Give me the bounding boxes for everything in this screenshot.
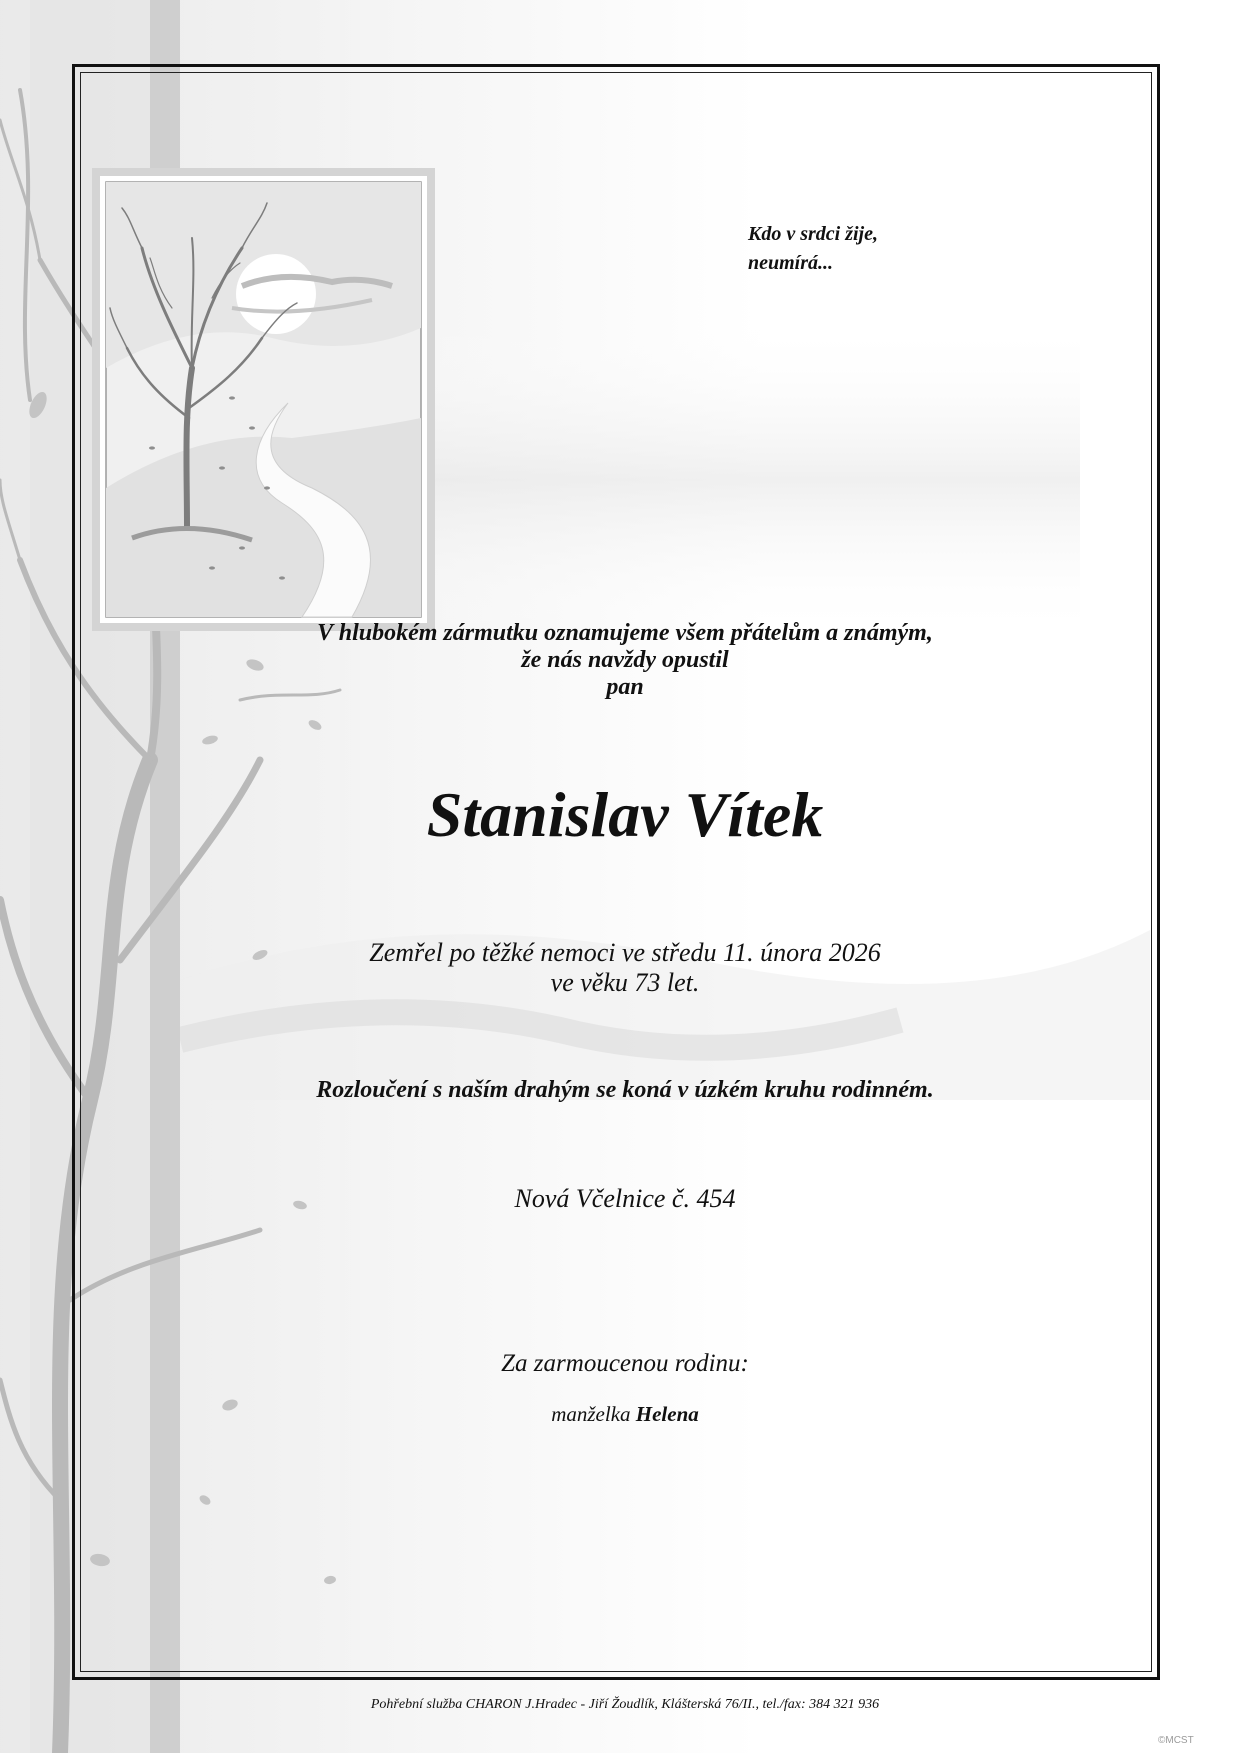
family-members xyxy=(200,1400,1050,1428)
motto-line-1: Kdo v srdci žije, xyxy=(748,223,878,245)
deceased-name: Stanislav Vítek xyxy=(426,779,824,850)
copyright-mark: ©MCST xyxy=(1158,1735,1194,1746)
funeral-service-footer: Pohřební služba CHARON J.Hradec - Jiří Žoudlík, Klášterská 76/II., tel./fax: 384 321 936 xyxy=(370,1697,880,1712)
family-relation: manželka xyxy=(551,1402,631,1426)
announcement xyxy=(200,620,1050,701)
death-info xyxy=(200,938,1050,998)
death-info-line-1: Zemřel po těžké nemoci ve středu 11. února 2026 xyxy=(369,938,881,967)
tree-moon-picture xyxy=(92,168,435,631)
family-name: Helena xyxy=(635,1402,699,1426)
announcement-line-1: V hlubokém zármutku oznamujeme všem přátelům a známým, xyxy=(317,620,933,646)
motto xyxy=(748,220,1008,278)
family-title: Za zarmoucenou rodinu: xyxy=(501,1350,749,1377)
announcement-line-2: že nás navždy opustil xyxy=(521,647,729,673)
motto-line-2: neumírá... xyxy=(748,252,834,274)
death-info-line-2: ve věku 73 let. xyxy=(550,968,700,997)
address: Nová Včelnice č. 454 xyxy=(514,1184,736,1213)
farewell-notice: Rozloučení s naším drahým se koná v úzkém kruhu rodinném. xyxy=(316,1077,934,1103)
announcement-line-3: pan xyxy=(606,674,644,700)
